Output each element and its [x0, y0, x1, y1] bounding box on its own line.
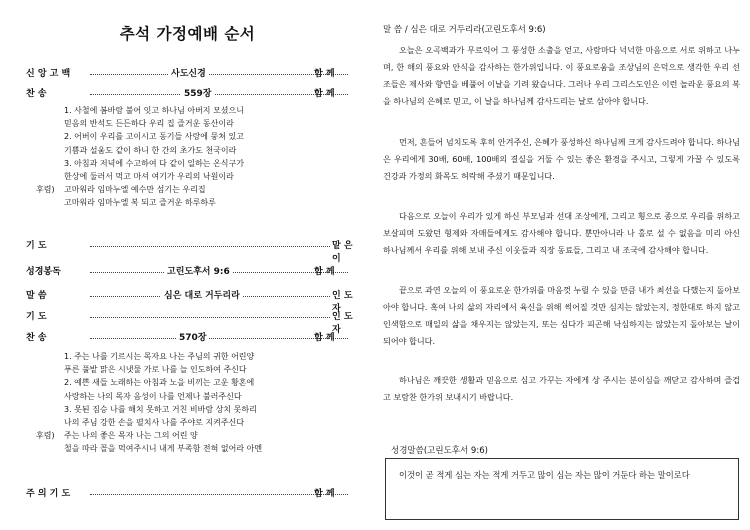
sermon-paragraph: 하나님은 깨끗한 생활과 믿음으로 심고 가꾸는 자에게 상 주시는 분이심을 깨닫고 감사하며 즐겁고 보람찬 한가위 보내시기 바랍니다.	[383, 375, 740, 402]
order-item: 고린도후서 9:6	[164, 264, 233, 277]
sermon-paragraph: 다음으로 오늘이 우리가 있게 하신 부모님과 선대 조상에게, 그리고 횡으로 종으로 우리를 위하고 보살피며 도왔던 형제와 자매들에게도 감사해야 합니다. 뿐만아니라 나 홀로 설 수 없음을 미리 아신 하나님께서 우리를 위해 보내 주신 이웃들과 직장 동료들, 그리고 내 조국에 감사해야 합니다.	[383, 211, 740, 255]
sermon-paragraph: 먼저, 흔들어 넘치도록 후히 안겨주신, 은혜가 풍성하신 하나님께 크게 감사드려야 합니다. 하나님은 우리에게 30배, 60배, 100배의 결실을 거둘 수 있는 좋은 환경을 주시고, 그렇게 가꿀 수 있도록 건강과 가정의 화목도 허락해 주셨기 때문입니다.	[383, 137, 740, 181]
order-row-confession	[26, 66, 354, 80]
order-role: 함 께	[314, 333, 335, 343]
leader-dots	[90, 94, 348, 95]
leader-dots	[90, 338, 348, 339]
lyric-line: 1. 사철에 봄바람 불어 잇고 하나님 아버지 모셨으니	[64, 106, 244, 115]
order-role: 함 께	[314, 267, 335, 277]
order-row-reading	[26, 264, 354, 278]
lyric-line: 1. 주는 나를 기르시는 목자요 나는 주님의 귀한 어린양	[64, 352, 255, 361]
order-role: 함 께	[314, 89, 335, 99]
lyric-line: 기쁨과 설움도 같이 하니 한 간의 초가도 천국이라	[64, 145, 237, 155]
lyric-line: 사랑하는 나의 목자 음성이 나를 언제나 불러주신다	[64, 391, 242, 401]
leader-dots	[90, 317, 330, 318]
order-label: 말 씀	[26, 291, 47, 301]
order-row-lords-prayer	[26, 486, 354, 500]
order-label: 신 앙 고 백	[26, 69, 71, 79]
lyric-line: 나의 주님 강한 손을 펼치사 나를 주야로 지켜주신다	[64, 418, 245, 428]
order-label: 성경봉독	[26, 267, 61, 277]
order-role: 함 께	[314, 489, 335, 499]
order-row-prayer2	[26, 309, 354, 335]
leader-dots	[90, 246, 330, 247]
verse-label: 성경말씀(고린도후서 9:6)	[391, 446, 488, 456]
lyric-line: 믿음의 반석도 든든하다 우리 집 즐거운 동산이라	[64, 119, 234, 129]
order-role: 함 께	[314, 69, 335, 79]
lyric-line: 후렴) 주는 나의 좋은 목자 나는 그의 어린 양	[64, 429, 354, 442]
sermon-title: 말 씀 / 심은 대로 거두리라(고린도후서 9:6)	[383, 25, 546, 35]
leader-dots	[90, 494, 348, 495]
lyric-line: 후렴) 고마워라 임마누엘 예수만 섬기는 우리집	[64, 183, 354, 196]
lyric-line: 철을 따라 꼴을 먹여주시니 내게 부족함 전혀 없어라 아멘	[64, 444, 263, 454]
order-item: 559장	[181, 86, 214, 99]
order-role: 맡 은 이	[332, 241, 353, 264]
verse-box	[385, 458, 739, 520]
order-row-prayer	[26, 238, 354, 264]
lyric-line: 3. 못된 짐승 나를 해치 못하고 거친 비바람 상치 못하리	[64, 404, 257, 414]
lyric-line: 2. 예쁜 새들 노래하는 아침과 노을 비끼는 고운 황혼에	[64, 378, 255, 388]
hymn-559-lyrics	[36, 104, 354, 210]
order-role: 인 도 자	[332, 291, 353, 314]
lyric-line: 3. 아침과 저녁에 수고하여 다 같이 일하는 온식구가	[64, 158, 244, 168]
order-row-sermon	[26, 288, 354, 314]
sermon-paragraph: 끝으로 과연 오늘의 이 풍요로운 한가위를 마음껏 누릴 수 있을 만큼 내가 최선을 다했는지 돌아보아야 합니다. 혹여 나의 삶의 자리에서 육신을 위해 썩어질 것만 심지는 않았는지, 정한대로 하지 않고 인색함으로 매일의 삶을 채우지는 않았는지, 또는 심다가 피곤해 낙심하지는 않았는지 돌아보는 날이 되어야 합니다.	[383, 285, 740, 346]
order-item: 570장	[176, 330, 209, 343]
page-title: 추석 가정예배 순서	[119, 25, 256, 43]
verse-text: 이것이 곧 적게 심는 자는 적게 거두고 많이 심는 자는 많이 거둔다 하는 말이로다	[399, 470, 690, 480]
sermon-paragraph: 오늘은 오곡백과가 무르익어 그 풍성한 소출을 얻고, 사람마다 넉넉한 마음으로 서로 위하고 나누며, 한 해의 풍요와 안식을 감사하는 한가위입니다. 이 풍요로움을 조상님의 은덕으로 생각한 우리 선조들은 제사와 향연을 베풀어 이날을 기려 왔습니다. 그러나 우리 그리스도인은 이런 놀라운 풍요의 복을 하나님의 은혜로 믿고, 이 날을 하나님께 감사드리는 날로 삼아야 합니다.	[383, 45, 740, 106]
refrain-marker: 후렴)	[36, 185, 55, 195]
lyric-line: 고마워라 임마누엘 복 되고 즐거운 하루하루	[64, 198, 216, 208]
order-row-hymn2	[26, 330, 354, 344]
order-label: 찬 송	[26, 89, 47, 99]
order-label: 찬 송	[26, 333, 47, 343]
lyric-line: 푸른 풀밭 맑은 시냇물 가로 나를 늘 인도하여 주신다	[64, 365, 247, 375]
leader-dots	[90, 74, 348, 75]
order-role: 인 도 자	[332, 312, 353, 335]
refrain-marker: 후렴)	[36, 431, 55, 441]
order-item: 사도신경	[168, 66, 209, 79]
order-row-hymn1	[26, 86, 354, 100]
lyric-line: 2. 어버이 우리를 고이시고 동기들 사랑에 뭉쳐 있고	[64, 132, 244, 142]
hymn-570-lyrics	[36, 350, 354, 456]
lyric-line: 한상에 둘러서 먹고 마셔 여기가 우리의 낙원이라	[64, 172, 234, 182]
order-label: 주 의 기 도	[26, 489, 71, 499]
order-label: 기 도	[26, 241, 47, 251]
order-item: 심은 대로 거두리라	[161, 288, 243, 301]
sermon-panel	[375, 0, 750, 530]
order-label: 기 도	[26, 312, 47, 322]
